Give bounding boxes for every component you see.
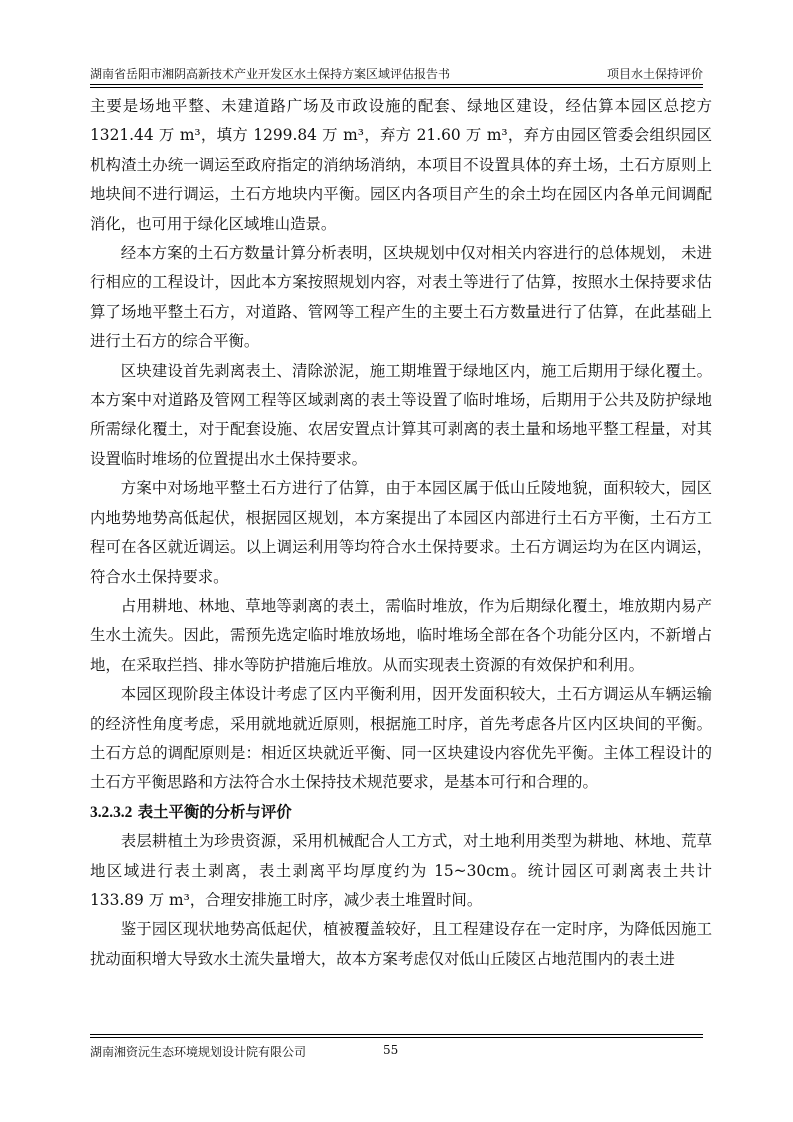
section-title: 表土平衡的分析与评价 [137, 802, 292, 821]
body-paragraph: 方案中对场地平整土石方进行了估算，由于本园区属于低山丘陵地貌，面积较大，园区内地势地势高低起伏，根据园区规划，本方案提出了本园区内部进行土石方平衡，土石方工程可在各区就近调运。以上调运利用等均符合水土保持要求。土石方调运均为在区内调运，符合水土保持要求。 [90, 479, 712, 586]
header-rule-thin [90, 87, 703, 88]
body-paragraph: 鉴于园区现状地势高低起伏，植被覆盖较好，且工程建设存在一定时序，为降低因施工扰动面积增大导致水土流失量增大，故本方案考虑仅对低山丘陵区占地范围内的表土进 [90, 920, 712, 968]
body-paragraph: 区块建设首先剥离表土、清除淤泥，施工期堆置于绿地区内，施工后期用于绿化覆土。本方案中对道路及管网工程等区域剥离的表土等设置了临时堆场，后期用于公共及防护绿地所需绿化覆土，对于配套设施、农居安置点计算其可剥离的表土量和场地平整工程量，对其设置临时堆场的位置提出水土保持要求。 [90, 361, 712, 468]
section-heading [90, 798, 712, 827]
body-paragraph: 主要是场地平整、未建道路广场及市政设施的配套、绿地区建设，经估算本园区总挖方1321.44 万 m³，填方 1299.84 万 m³，弃方 21.60 万 m³，弃方由园区管委会组织园区机构渣土办统一调运至政府指定的消纳场消纳，本项目不设置具体的弃土场，土石方原则上地块间不进行调运，土石方地块内平衡。园区内各项目产生的余土均在园区内各单元间调配消化，也可用于绿化区域堆山造景。 [90, 97, 712, 233]
footer-organization: 湖南湘资沅生态环境规划设计院有限公司 [90, 1045, 307, 1059]
header-chapter-title: 项目水土保持评价 [606, 67, 703, 81]
page-body [90, 92, 712, 974]
page-header [90, 60, 703, 82]
page-number: 55 [383, 1043, 399, 1057]
body-paragraph: 表层耕植土为珍贵资源，采用机械配合人工方式，对土地利用类型为耕地、林地、荒草地区域进行表土剥离，表土剥离平均厚度约为 15~30cm。统计园区可剥离表土共计 133.89 万 m³，合理安排施工时序，减少表土堆置时间。 [90, 832, 712, 909]
body-paragraph: 占用耕地、林地、草地等剥离的表土，需临时堆放，作为后期绿化覆土，堆放期内易产生水土流失。因此，需预先选定临时堆放场地，临时堆场全部在各个功能分区内，不新增占地，在采取拦挡、排水等防护措施后堆放。从而实现表土资源的有效保护和利用。 [90, 596, 712, 674]
header-report-title: 湖南省岳阳市湘阴高新技术产业开发区水土保持方案区域评估报告书 [90, 67, 451, 81]
page-footer [90, 1043, 712, 1060]
section-number: 3.2.3.2 [90, 803, 133, 821]
footer-rule-thin [90, 1037, 703, 1038]
footer-rule-thick [90, 1034, 703, 1035]
body-paragraph: 本园区现阶段主体设计考虑了区内平衡利用，因开发面积较大，土石方调运从车辆运输的经济性角度考虑，采用就地就近原则，根据施工时序，首先考虑各片区内区块间的平衡。土石方总的调配原则是：相近区块就近平衡、同一区块建设内容优先平衡。主体工程设计的土石方平衡思路和方法符合水土保持技术规范要求，是基本可行和合理的。 [90, 685, 712, 792]
header-rule-thick [90, 84, 703, 85]
body-paragraph: 经本方案的土石方数量计算分析表明，区块规划中仅对相关内容进行的总体规划， 未进行相应的工程设计，因此本方案按照规划内容，对表土等进行了估算，按照水土保持要求估算了场地平整土石方，对道路、管网等工程产生的主要土石方数量进行了估算，在此基础上进行土石方的综合平衡。 [90, 244, 712, 351]
